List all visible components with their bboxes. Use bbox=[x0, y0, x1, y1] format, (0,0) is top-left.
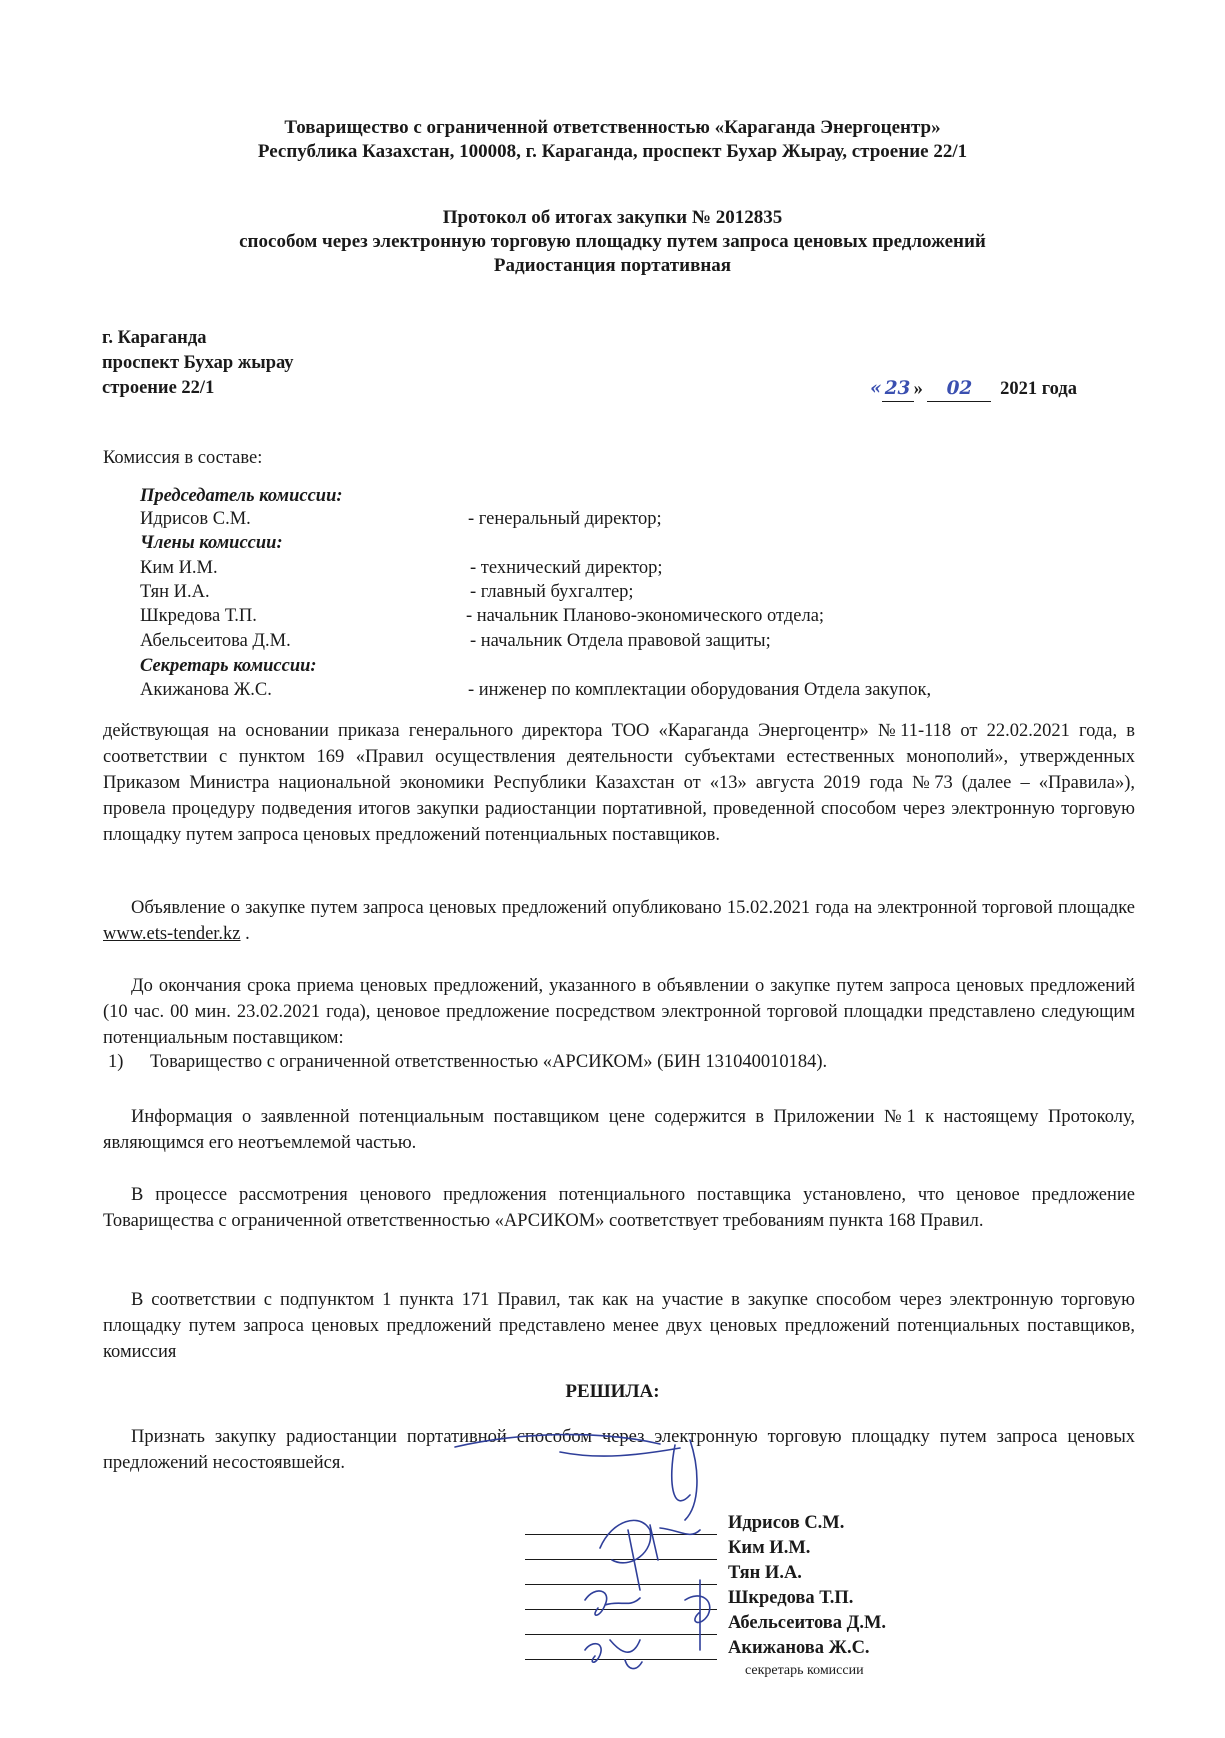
location-street: проспект Бухар жырау bbox=[102, 353, 294, 373]
date-open-quote: « bbox=[870, 378, 882, 399]
location-building: строение 22/1 bbox=[102, 378, 215, 398]
member-name: Тян И.А. bbox=[140, 582, 210, 602]
grounds-text: В соответствии с подпунктом 1 пункта 171 Правил, так как на участие в закупке способом через электронную торговую площадку путем запроса ценовых предложений представлено менее двух ценовых предложений потенциальных поставщиков, комиссия bbox=[103, 1290, 1135, 1362]
chair-label: Председатель комиссии: bbox=[140, 486, 343, 506]
supplier-item: Товарищество с ограниченной ответственностью «АРСИКОМ» (БИН 131040010184). bbox=[150, 1052, 828, 1072]
paragraph-basis: действующая на основании приказа генерального директора ТОО «Караганда Энергоцентр» №11-118 от 22.02.2021 года, в соответствии с пунктом 169 «Правил осуществления деятельности субъектами естественных монополий», утвержденных Приказом Министра национальной экономики Республики Казахстан от «13» августа 2019 года №73 (далее – «Правила»), провела процедуру подведения итогов закупки радиостанции портативной, проведенной способом через электронную торговую площадку путем запроса ценовых предложений потенциальных поставщиков. bbox=[103, 721, 1135, 845]
org-address: Республика Казахстан, 100008, г. Караганда, проспект Бухар Жырау, строение 22/1 bbox=[257, 141, 968, 162]
review-text: В процессе рассмотрения ценового предложения потенциального поставщика установлено, что ценовое предложение Товарищества с ограниченной ответственностью «АРСИКОМ» соответствует требованиям пункта 168 Правил. bbox=[103, 1185, 1135, 1231]
signatory-name: Абельсеитова Д.М. bbox=[728, 1613, 887, 1633]
member-role: - технический директор; bbox=[470, 558, 663, 578]
signature-tyan bbox=[585, 1591, 640, 1615]
secretary-label: Секретарь комиссии: bbox=[140, 656, 317, 676]
signature-idrisov bbox=[455, 1435, 697, 1520]
member-role: - начальник Планово-экономического отдела; bbox=[466, 606, 825, 626]
member-role: - главный бухгалтер; bbox=[470, 582, 634, 602]
protocol-method: способом через электронную торговую площадку путем запроса ценовых предложений bbox=[239, 231, 986, 252]
commission-intro: Комиссия в составе: bbox=[103, 448, 263, 468]
member-role: - генеральный директор; bbox=[468, 509, 662, 529]
protocol-subject: Радиостанция портативная bbox=[493, 255, 732, 276]
signatory-name: Акижанова Ж.С. bbox=[728, 1638, 870, 1658]
member-role: - начальник Отдела правовой защиты; bbox=[470, 631, 771, 651]
date-day: 23 bbox=[882, 376, 914, 402]
date-year: 2021 года bbox=[1000, 379, 1077, 399]
signatory-name: Тян И.А. bbox=[728, 1563, 802, 1583]
signature-shkredova bbox=[685, 1580, 710, 1650]
member-name: Шкредова Т.П. bbox=[140, 606, 257, 626]
date-month: 02 bbox=[927, 376, 991, 402]
signature-kim bbox=[600, 1520, 700, 1590]
signatory-name: Идрисов С.М. bbox=[728, 1513, 845, 1533]
secretary-caption: секретарь комиссии bbox=[745, 1663, 864, 1678]
announcement-text: Объявление о закупке путем запроса ценовых предложений опубликовано 15.02.2021 года на электронной торговой площадке bbox=[131, 898, 1135, 918]
announcement-end: . bbox=[245, 924, 250, 944]
ets-tender-link[interactable]: www.ets-tender.kz bbox=[103, 924, 241, 944]
supplier-number: 1) bbox=[108, 1052, 124, 1072]
signatory-name: Шкредова Т.П. bbox=[728, 1588, 854, 1608]
members-label: Члены комиссии: bbox=[140, 533, 283, 553]
deadline-text: До окончания срока приема ценовых предложений, указанного в объявлении о закупке путем запроса ценовых предложений (10 час. 00 мин. 23.02.2021 года), ценовое предложение посредством электронной торговой площадки представлено следующим потенциальным поставщиком: bbox=[103, 976, 1135, 1048]
member-name: Ким И.М. bbox=[140, 558, 218, 578]
location-city: г. Караганда bbox=[102, 328, 207, 348]
signatory-name: Ким И.М. bbox=[728, 1538, 811, 1558]
signature-abelseitova bbox=[585, 1640, 642, 1669]
member-name: Идрисов С.М. bbox=[140, 509, 251, 529]
price-info-text: Информация о заявленной потенциальным поставщиком цене содержится в Приложении №1 к настоящему Протоколу, являющимся его неотъемлемой частью. bbox=[103, 1107, 1135, 1153]
member-name: Акижанова Ж.С. bbox=[140, 680, 272, 700]
decision-text: Признать закупку радиостанции портативной способом через электронную торговую площадку путем запроса ценовых предложений несостоявшейся. bbox=[103, 1427, 1135, 1473]
date-close-quote: » bbox=[913, 379, 923, 399]
member-name: Абельсеитова Д.М. bbox=[140, 631, 291, 651]
decision-heading: РЕШИЛА: bbox=[565, 1381, 660, 1402]
protocol-title: Протокол об итогах закупки № 2012835 bbox=[442, 207, 783, 228]
org-name: Товарищество с ограниченной ответственностью «Караганда Энергоцентр» bbox=[284, 117, 941, 138]
member-role: - инженер по комплектации оборудования Отдела закупок, bbox=[468, 680, 932, 700]
